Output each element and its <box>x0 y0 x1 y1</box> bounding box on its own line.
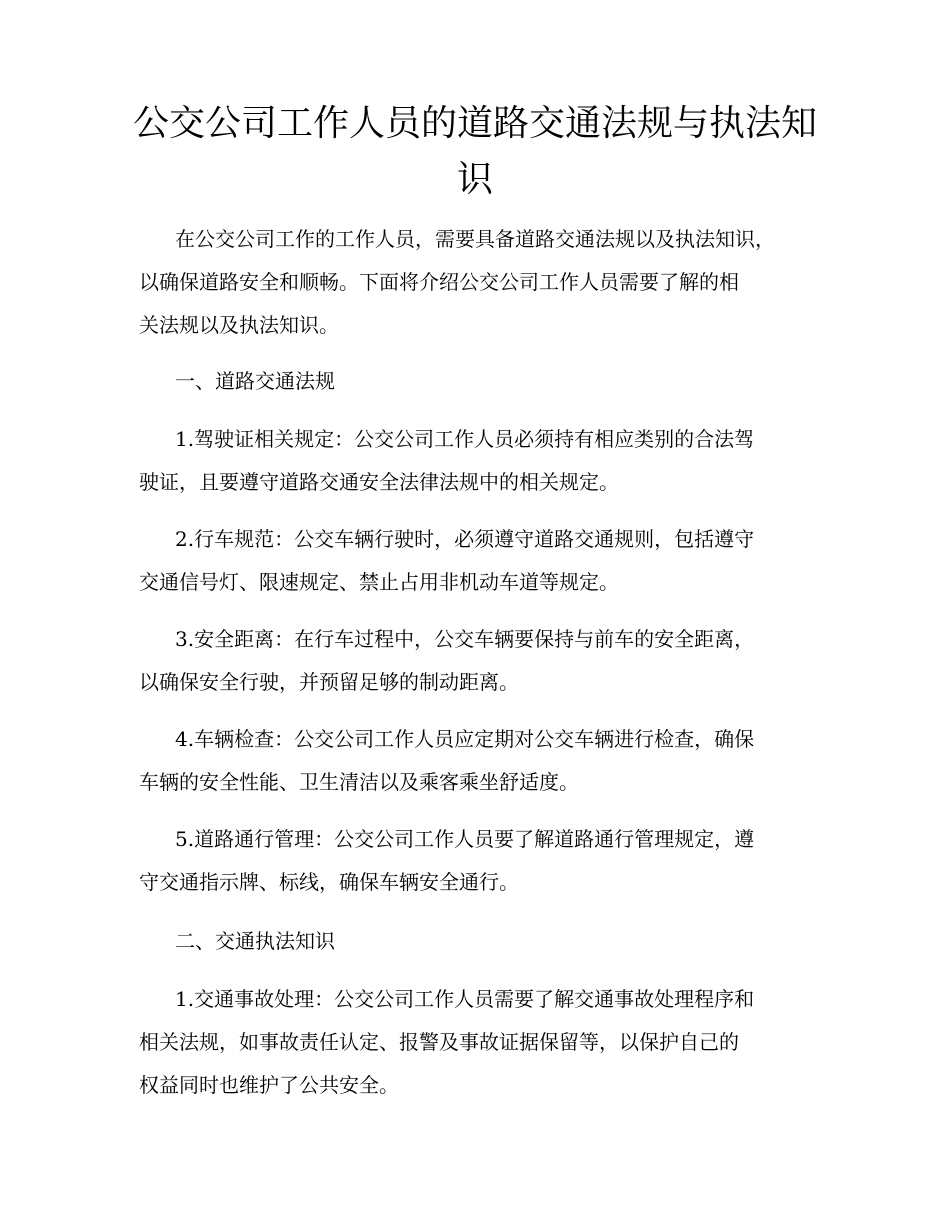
intro-line-3: 关法规以及执法知识。 <box>139 313 339 337</box>
s1-item-1-line-2: 驶证，且要遵守道路交通安全法律法规中的相关规定。 <box>139 470 619 494</box>
title-line-2: 识 <box>456 159 493 200</box>
s1-item-3-line-2: 以确保安全行驶，并预留足够的制动距离。 <box>139 670 519 694</box>
title-line-1: 公交公司工作人员的道路交通法规与执法知 <box>132 103 817 144</box>
s1-item-5-line-1: 5.道路通行管理：公交公司工作人员要了解道路通行管理规定，遵 <box>175 827 755 851</box>
intro-line-2: 以确保道路安全和顺畅。下面将介绍公交公司工作人员需要了解的相 <box>139 270 739 294</box>
s1-item-4-line-1: 4.车辆检查：公交公司工作人员应定期对公交车辆进行检查，确保 <box>175 727 755 751</box>
section-2-heading: 二、交通执法知识 <box>175 929 335 953</box>
s2-item-1-line-1: 1.交通事故处理：公交公司工作人员需要了解交通事故处理程序和 <box>175 987 755 1011</box>
s2-item-1-line-3: 权益同时也维护了公共安全。 <box>139 1073 399 1097</box>
s1-item-2-line-1: 2.行车规范：公交车辆行驶时，必须遵守道路交通规则，包括遵守 <box>175 527 755 551</box>
s1-item-3-line-1: 3.安全距离：在行车过程中，公交车辆要保持与前车的安全距离， <box>175 627 755 651</box>
s1-item-2-line-2: 交通信号灯、限速规定、禁止占用非机动车道等规定。 <box>139 570 619 594</box>
intro-line-1: 在公交公司工作的工作人员，需要具备道路交通法规以及执法知识， <box>175 227 775 251</box>
section-1-heading: 一、道路交通法规 <box>175 369 335 393</box>
s1-item-1-line-1: 1.驾驶证相关规定：公交公司工作人员必须持有相应类别的合法驾 <box>175 427 755 451</box>
document-title <box>100 96 850 208</box>
s1-item-5-line-2: 守交通指示牌、标线，确保车辆安全通行。 <box>139 870 519 894</box>
s2-item-1-line-2: 相关法规，如事故责任认定、报警及事故证据保留等，以保护自己的 <box>139 1030 739 1054</box>
s1-item-4-line-2: 车辆的安全性能、卫生清洁以及乘客乘坐舒适度。 <box>139 770 579 794</box>
